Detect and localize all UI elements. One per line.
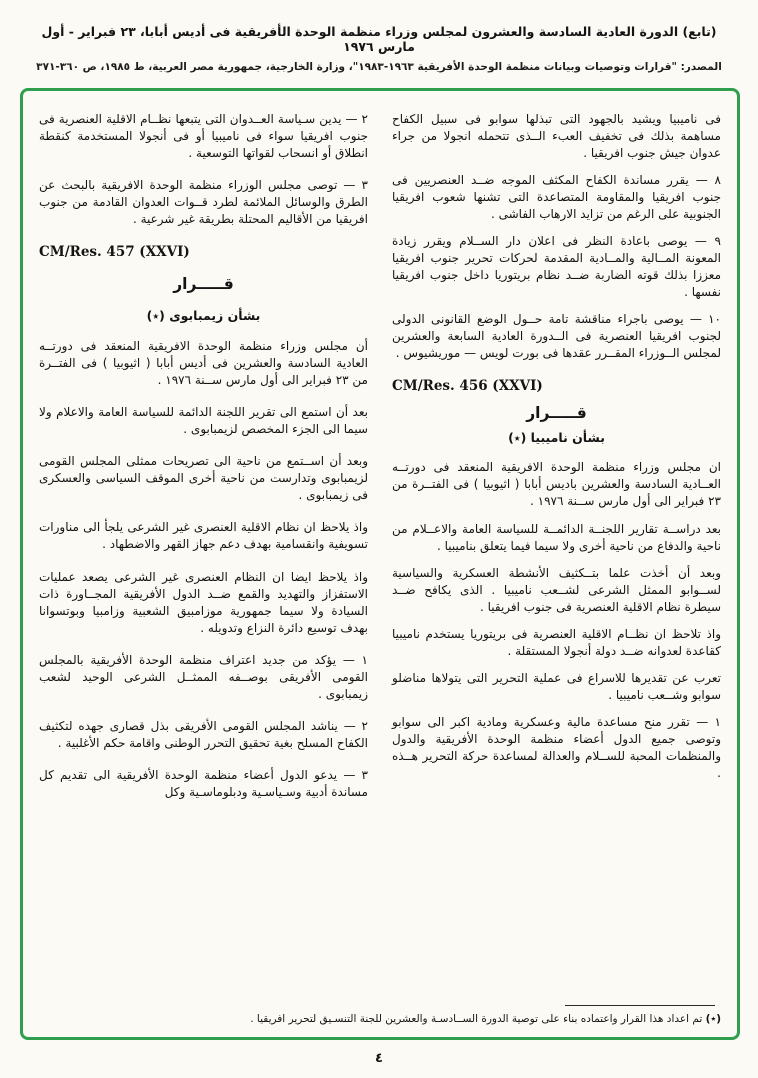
resolution-paragraph: واذ تلاحظ ان نظــام الاقلية العنصرية فى بريتوريا يستخدم ناميبيا كقاعدة لعدوانه ضــد دولة أنجولا المستقلة . (392, 626, 721, 658)
resolution-paragraph: واذ يلاحظ ان نظام الاقلية العنصرى غير الشرعى يلجأ الى مناورات تسويفية وانقسامية بهدف دعم جهاز القهر والاضطهاد . (39, 520, 368, 552)
resolution-paragraph: وبعد أن أخذت علما بتــكثيف الأنشطة العسكرية والسياسية لســوابو الممثل الشرعى لشــعب ناميبيا . الذى يكافح ضــد سيطرة نظام الاقلية العنصرية فى جنوب افريقيا . (392, 565, 721, 614)
resolution-paragraph: ٣ — توصى مجلس الوزراء منظمة الوحدة الافريقية بالبحث عن الطرق والوسائل الملائمة لطرد قــوات العدوان القادمة من جنوب افريقيا من الأقاليم المحتلة بطريقة غير شرعية . (39, 178, 368, 227)
resolution-title: قـــــرار (173, 275, 234, 294)
header-session-line: (تابع) الدورة العادية السادسة والعشرون لمجلس وزراء منظمة الوحدة الأفريقية فى أديس أبابا، ٢٣ فبراير - أول مارس ١٩٧٦ (41, 24, 717, 54)
resolution-code: CM/Res. 457 (XXVI) (39, 244, 190, 261)
resolution-paragraph: فى ناميبيا ويشيد بالجهود التى تبذلها سوابو فى سبيل الكفاح مساهمة بذلك فى تخفيف العبء الــذى تتحمله انجولا من جراء عدوان جيش جنوب افريقيا . (392, 112, 721, 161)
resolution-paragraph: ١ — يؤكد من جديد اعتراف منظمة الوحدة الأفريقية بالمجلس القومى الأفريقى بوصــفه الممثــل الشرعى الوحيد لشعب زيمبابوى . (39, 652, 368, 701)
resolution-paragraph: وبعد أن اســتمع من ناحية الى تصريحات ممثلى المجلس القومى لزيمبابوى وتدارست من ناحية أخرى الموقف السياسى والعسكرى فى زيمبابوى . (39, 454, 368, 503)
resolution-paragraph: ٩ — يوصى باعادة النظر فى اعلان دار الســلام ويقرر زيادة المعونة المــالية والمــادية المقدمة لحركات تحرير جنوب افريقيا معززا بذلك قوته الضاربة ضــد نظام بريتوريا داخل جنوب افريقيا نفسها . (392, 234, 721, 300)
footnote-marker: (٭) (705, 1013, 721, 1026)
column-right (392, 111, 721, 999)
resolution-paragraph: بعد أن استمع الى تقرير اللجنة الدائمة للسياسة العامة والاعلام ولا سيما الى الجزء المخصص لزيمبابوى . (39, 405, 368, 437)
resolution-code: CM/Res. 456 (XXVI) (392, 378, 543, 395)
resolution-paragraph: ١ — تقرر منح مساعدة مالية وعسكرية ومادية اكبر الى سوابو وتوصى جميع الدول أعضاء منظمة الوحدة الأفريقية والدول والمنظمات المحبة للســلام والعدالة لمساعدة حركة التحرير هــذه . (392, 714, 721, 780)
resolution-paragraph: ٢ — يدين سـياسة العــدوان التى يتبعها نظــام الاقلية العنصرية فى جنوب افريقيا سواء فى ناميبيا أو فى أنجولا المستخدمة كنقطة انطلاق أو انسحاب لقواتها التوسعية . (39, 112, 368, 161)
resolution-paragraph: ان مجلس وزراء منظمة الوحدة الافريقية المنعقد فى دورتــه العــادية السادسة والعشرين باديس أبابا ( اثيوبيا ) فى الفتــرة من ٢٣ فبراير الى أول مارس ســنة ١٩٧٦ . (392, 460, 721, 509)
resolution-subtitle: بشأن زيمبابوى (٭) (146, 308, 261, 324)
header-source-line: المصدر: "قرارات وتوصيات وبيانات منظمة الوحدة الأفريقية ١٩٦٣-١٩٨٣"، وزارة الخارجية، جمهورية مصر العربية، ط ١٩٨٥، ص ٣٦٠-٣٧١ (36, 61, 722, 73)
resolution-paragraph: أن مجلس وزراء منظمة الوحدة الافريقية المنعقد فى دورتــه العادية السادسة والعشرين فى أديس أبابا ( اثيوبيا ) فى الفتــرة من ٢٣ فبراير الى أول مارس ســنة ١٩٧٦ . (39, 339, 368, 388)
page-header (0, 0, 758, 73)
resolution-paragraph: ١٠ — يوصى باجراء مناقشة تامة حــول الوضع القانونى الدولى لجنوب افريقيا العنصرية فى الــدورة العادية السابعة والعشرين لمجلس الــوزراء المقــرر عقدها فى بورت لويس — موريشيوس . (392, 312, 721, 361)
column-left (39, 111, 368, 999)
footnote-divider (565, 1005, 715, 1006)
resolution-paragraph: واذ يلاحظ ايضا ان النظام العنصرى غير الشرعى يصعد عمليات الاستفزاز والتهديد والقمع ضــد الدول الأفريقية المجــاورة ذات السيادة ولا سيما جمهورية موزامبيق الشعبية وزامبيا وبوتسوانا بهدف توسيع دائرة النزاع وتدويله . (39, 569, 368, 635)
resolution-paragraph: ٨ — يقرر مساندة الكفاح المكثف الموجه ضــد العنصريين فى جنوب افريقيا والمقاومة المتصاعدة التى تشنها شعوب افريقيا الجنوبية على الرغم من تزايد الارهاب الفاشى . (392, 173, 721, 222)
resolution-paragraph: ٢ — يناشد المجلس القومى الأفريقى بذل قصارى جهده لتكثيف الكفاح المسلح بغية تحقيق التحرر الوطنى واقامة حكم الأغلبية . (39, 718, 368, 750)
text-columns (39, 111, 721, 999)
resolution-title: قـــــرار (526, 404, 587, 423)
footnote-area (39, 999, 721, 1027)
footnote-body: تم اعداد هذا القرار واعتماده بناء على توصية الدورة الســادسـة والعشرين للجنة التنسـيق لتحرير افريقيا . (250, 1013, 703, 1026)
content-frame (20, 88, 740, 1040)
resolution-paragraph: ٣ — يدعو الدول أعضاء منظمة الوحدة الأفريقية الى تقديم كل مساندة أدبية وسـياسـية ودبلوماسـية وكل (39, 767, 368, 799)
page-number: ٤ (375, 1051, 383, 1066)
resolution-paragraph: تعرب عن تقديرها للاسراع فى عملية التحرير التى يتولاها مناضلو سوابو وشــعب ناميبيا . (392, 670, 721, 702)
resolution-subtitle: بشأن ناميبيا (٭) (508, 430, 605, 446)
footnote-text (39, 1012, 721, 1027)
resolution-paragraph: بعد دراســة تقارير اللجنــة الدائمــة للسياسة العامة والاعــلام من ناحية والدفاع من ناحية أخرى ولا سيما فيما يتعلق بناميبيا . (392, 521, 721, 553)
